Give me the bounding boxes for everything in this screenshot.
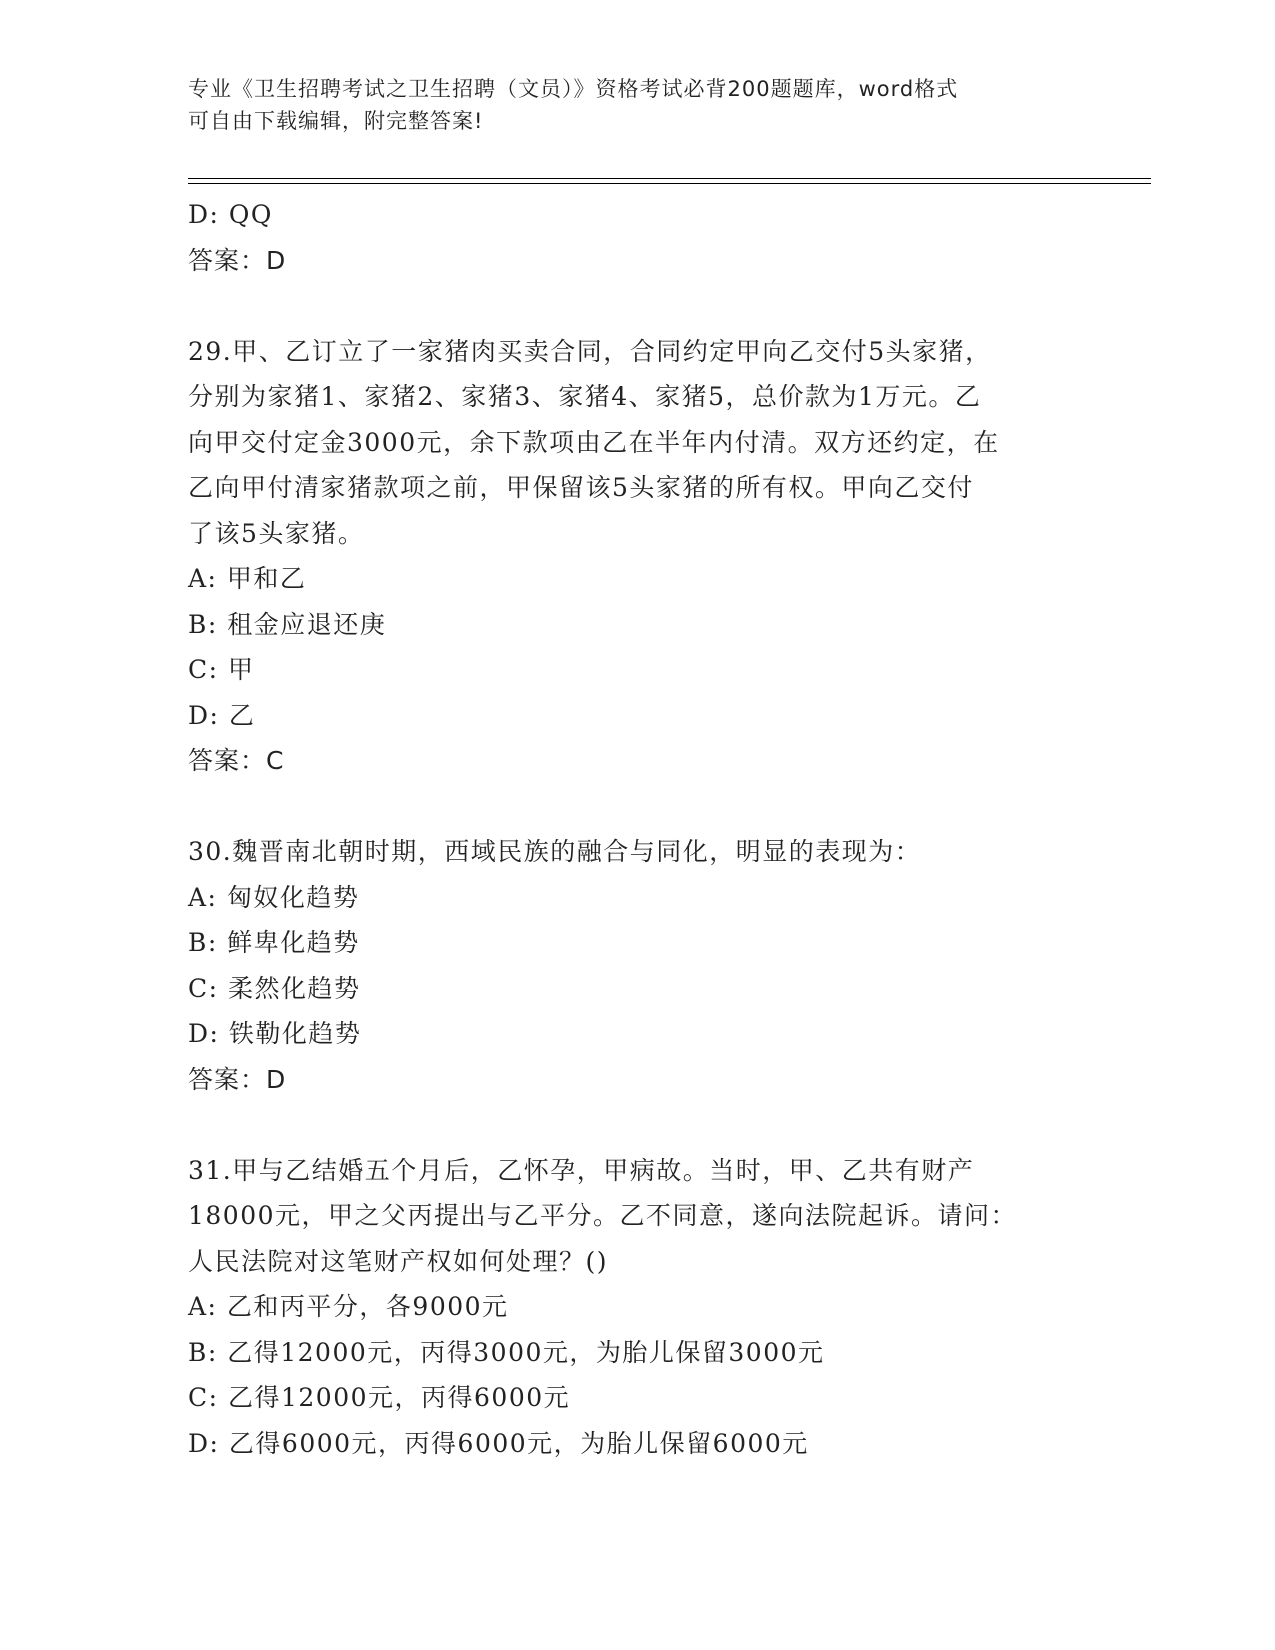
option-b: B: 鲜卑化趋势	[188, 928, 360, 957]
option-c: C: 柔然化趋势	[188, 973, 361, 1003]
option-c: C: 乙得12000元，丙得6000元	[188, 1383, 571, 1412]
answer-line: 答案：C	[188, 746, 285, 775]
question-30	[188, 829, 1108, 1102]
question-text-line: 18000元，甲之父丙提出与乙平分。乙不同意，遂向法院起诉。请问：	[188, 1201, 1018, 1230]
question-28-tail	[188, 192, 1108, 283]
header-divider-top	[188, 178, 1151, 179]
header-title-line-2: 可自由下载编辑，附完整答案!	[188, 109, 484, 133]
option-d: D: 铁勒化趋势	[188, 1019, 362, 1048]
spacer	[188, 1102, 1108, 1148]
spacer	[188, 784, 1108, 830]
answer-line: 答案：D	[188, 245, 287, 275]
question-31	[188, 1148, 1108, 1467]
option-d: D: 乙得6000元，丙得6000元，为胎儿保留6000元	[188, 1428, 809, 1458]
spacer	[188, 283, 1108, 329]
question-text-line: 29.甲、乙订立了一家猪肉买卖合同，合同约定甲向乙交付5头家猪，	[188, 336, 992, 366]
option-a: A: 匈奴化趋势	[188, 882, 360, 912]
option-a: A: 乙和丙平分，各9000元	[188, 1292, 509, 1321]
document-body	[188, 192, 1108, 1466]
question-text-line: 人民法院对这笔财产权如何处理？()	[188, 1246, 609, 1276]
question-text-line: 分别为家猪1、家猪2、家猪3、家猪4、家猪5，总价款为1万元。乙	[188, 382, 982, 411]
question-text-line: 了该5头家猪。	[188, 518, 365, 548]
option-b: B: 租金应退还庚	[188, 609, 387, 639]
question-29	[188, 329, 1108, 784]
header-divider-bottom	[188, 183, 1151, 184]
option-a: A: 甲和乙	[188, 564, 307, 593]
question-text-line: 30.魏晋南北朝时期，西域民族的融合与同化，明显的表现为：	[188, 837, 922, 866]
document-header	[188, 73, 1088, 137]
question-text-line: 乙向甲付清家猪款项之前，甲保留该5头家猪的所有权。甲向乙交付	[188, 473, 974, 502]
option-d: D: QQ	[188, 200, 273, 229]
question-text-line: 向甲交付定金3000元，余下款项由乙在半年内付清。双方还约定，在	[188, 427, 1000, 457]
option-b: B: 乙得12000元，丙得3000元，为胎儿保留3000元	[188, 1337, 825, 1367]
answer-line: 答案：D	[188, 1064, 287, 1094]
question-text-line: 31.甲与乙结婚五个月后，乙怀孕，甲病故。当时，甲、乙共有财产	[188, 1155, 975, 1185]
header-title-line-1: 专业《卫生招聘考试之卫生招聘（文员）》资格考试必背200题题库，word格式	[188, 77, 959, 101]
option-c: C: 甲	[188, 655, 255, 684]
option-d: D: 乙	[188, 700, 256, 730]
